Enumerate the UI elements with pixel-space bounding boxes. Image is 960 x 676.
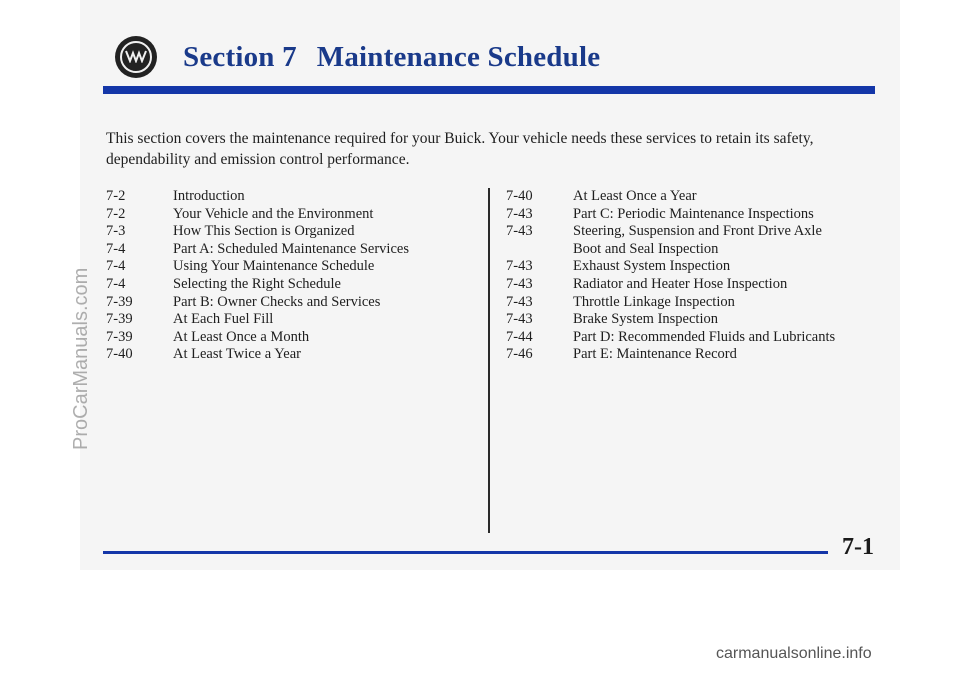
toc-title: At Least Twice a Year [173, 346, 301, 363]
toc-title: How This Section is Organized [173, 223, 355, 240]
toc-row-continuation[interactable] [506, 241, 896, 259]
toc-title: Part C: Periodic Maintenance Inspections [573, 205, 814, 222]
toc-row[interactable] [106, 346, 466, 364]
toc-title: At Each Fuel Fill [173, 311, 274, 328]
toc-page: 7-2 [106, 205, 126, 222]
toc-page: 7-43 [506, 275, 533, 292]
toc-row[interactable] [106, 188, 466, 206]
toc-page: 7-43 [506, 223, 533, 240]
toc-right-column [506, 188, 896, 364]
toc-page [506, 241, 573, 259]
toc-page: 7-39 [106, 293, 133, 310]
toc-title: Exhaust System Inspection [573, 258, 731, 275]
toc-row[interactable] [106, 294, 466, 312]
toc-page: 7-46 [506, 346, 533, 363]
toc-page: 7-3 [106, 223, 126, 240]
toc-page: 7-40 [106, 346, 133, 363]
column-divider [488, 188, 490, 533]
toc-page: 7-43 [506, 293, 533, 310]
toc-row[interactable] [106, 258, 466, 276]
toc-title: Brake System Inspection [573, 311, 718, 328]
toc-page: 7-43 [506, 311, 533, 328]
toc-row[interactable] [506, 329, 896, 347]
toc-title: Introduction [173, 188, 245, 204]
toc-title: Part E: Maintenance Record [573, 346, 737, 363]
toc-page: 7-2 [106, 188, 126, 204]
intro-paragraph: This section covers the maintenance required for your Buick. Your vehicle needs these services to retain its safety, dependability and emission control performance. [106, 130, 814, 168]
header-rule [103, 86, 875, 94]
toc-row[interactable] [106, 223, 466, 241]
toc-title: Selecting the Right Schedule [173, 275, 341, 292]
toc-page: 7-4 [106, 258, 126, 275]
toc-title: Radiator and Heater Hose Inspection [573, 275, 788, 292]
toc-row[interactable] [506, 346, 896, 364]
toc-title: Part B: Owner Checks and Services [173, 293, 381, 310]
toc-row[interactable] [506, 258, 896, 276]
toc-row[interactable] [106, 311, 466, 329]
buick-emblem-icon [115, 36, 157, 78]
toc-row[interactable] [106, 241, 466, 259]
toc-row[interactable] [506, 294, 896, 312]
toc-row[interactable] [106, 206, 466, 224]
toc-page: 7-43 [506, 205, 533, 222]
toc-title: Part D: Recommended Fluids and Lubricants [573, 328, 836, 345]
toc-title: At Least Once a Year [573, 188, 697, 204]
section-title: Maintenance Schedule [316, 40, 601, 73]
section-header [115, 35, 600, 79]
toc-page: 7-4 [106, 275, 126, 292]
toc-title: Throttle Linkage Inspection [573, 293, 735, 310]
section-number: Section 7 [183, 40, 297, 73]
toc-page: 7-40 [506, 188, 533, 204]
toc-title: Part A: Scheduled Maintenance Services [173, 240, 409, 257]
toc-page: 7-39 [106, 311, 133, 328]
page-number: 7-1 [842, 534, 874, 560]
toc-page: 7-44 [506, 328, 533, 345]
watermark-vertical: ProCarManuals.com [70, 267, 92, 450]
toc-left-column [106, 188, 466, 364]
toc-row[interactable] [506, 223, 896, 241]
toc-page: 7-4 [106, 240, 126, 257]
page-title [183, 41, 600, 74]
toc-title: Steering, Suspension and Front Drive Axle [573, 223, 822, 240]
toc-row[interactable] [506, 276, 896, 294]
toc-title: Using Your Maintenance Schedule [173, 258, 375, 275]
toc-page: 7-39 [106, 328, 133, 345]
toc-title: At Least Once a Month [173, 328, 310, 345]
toc-title: Boot and Seal Inspection [573, 240, 719, 257]
watermark-bottom: carmanualsonline.info [716, 645, 872, 662]
toc-row[interactable] [506, 206, 896, 224]
toc-row[interactable] [506, 311, 896, 329]
toc-page: 7-43 [506, 258, 533, 275]
toc-title: Your Vehicle and the Environment [173, 205, 374, 222]
toc-row[interactable] [106, 329, 466, 347]
toc-row[interactable] [506, 188, 896, 206]
footer-rule [103, 551, 828, 554]
toc-row[interactable] [106, 276, 466, 294]
